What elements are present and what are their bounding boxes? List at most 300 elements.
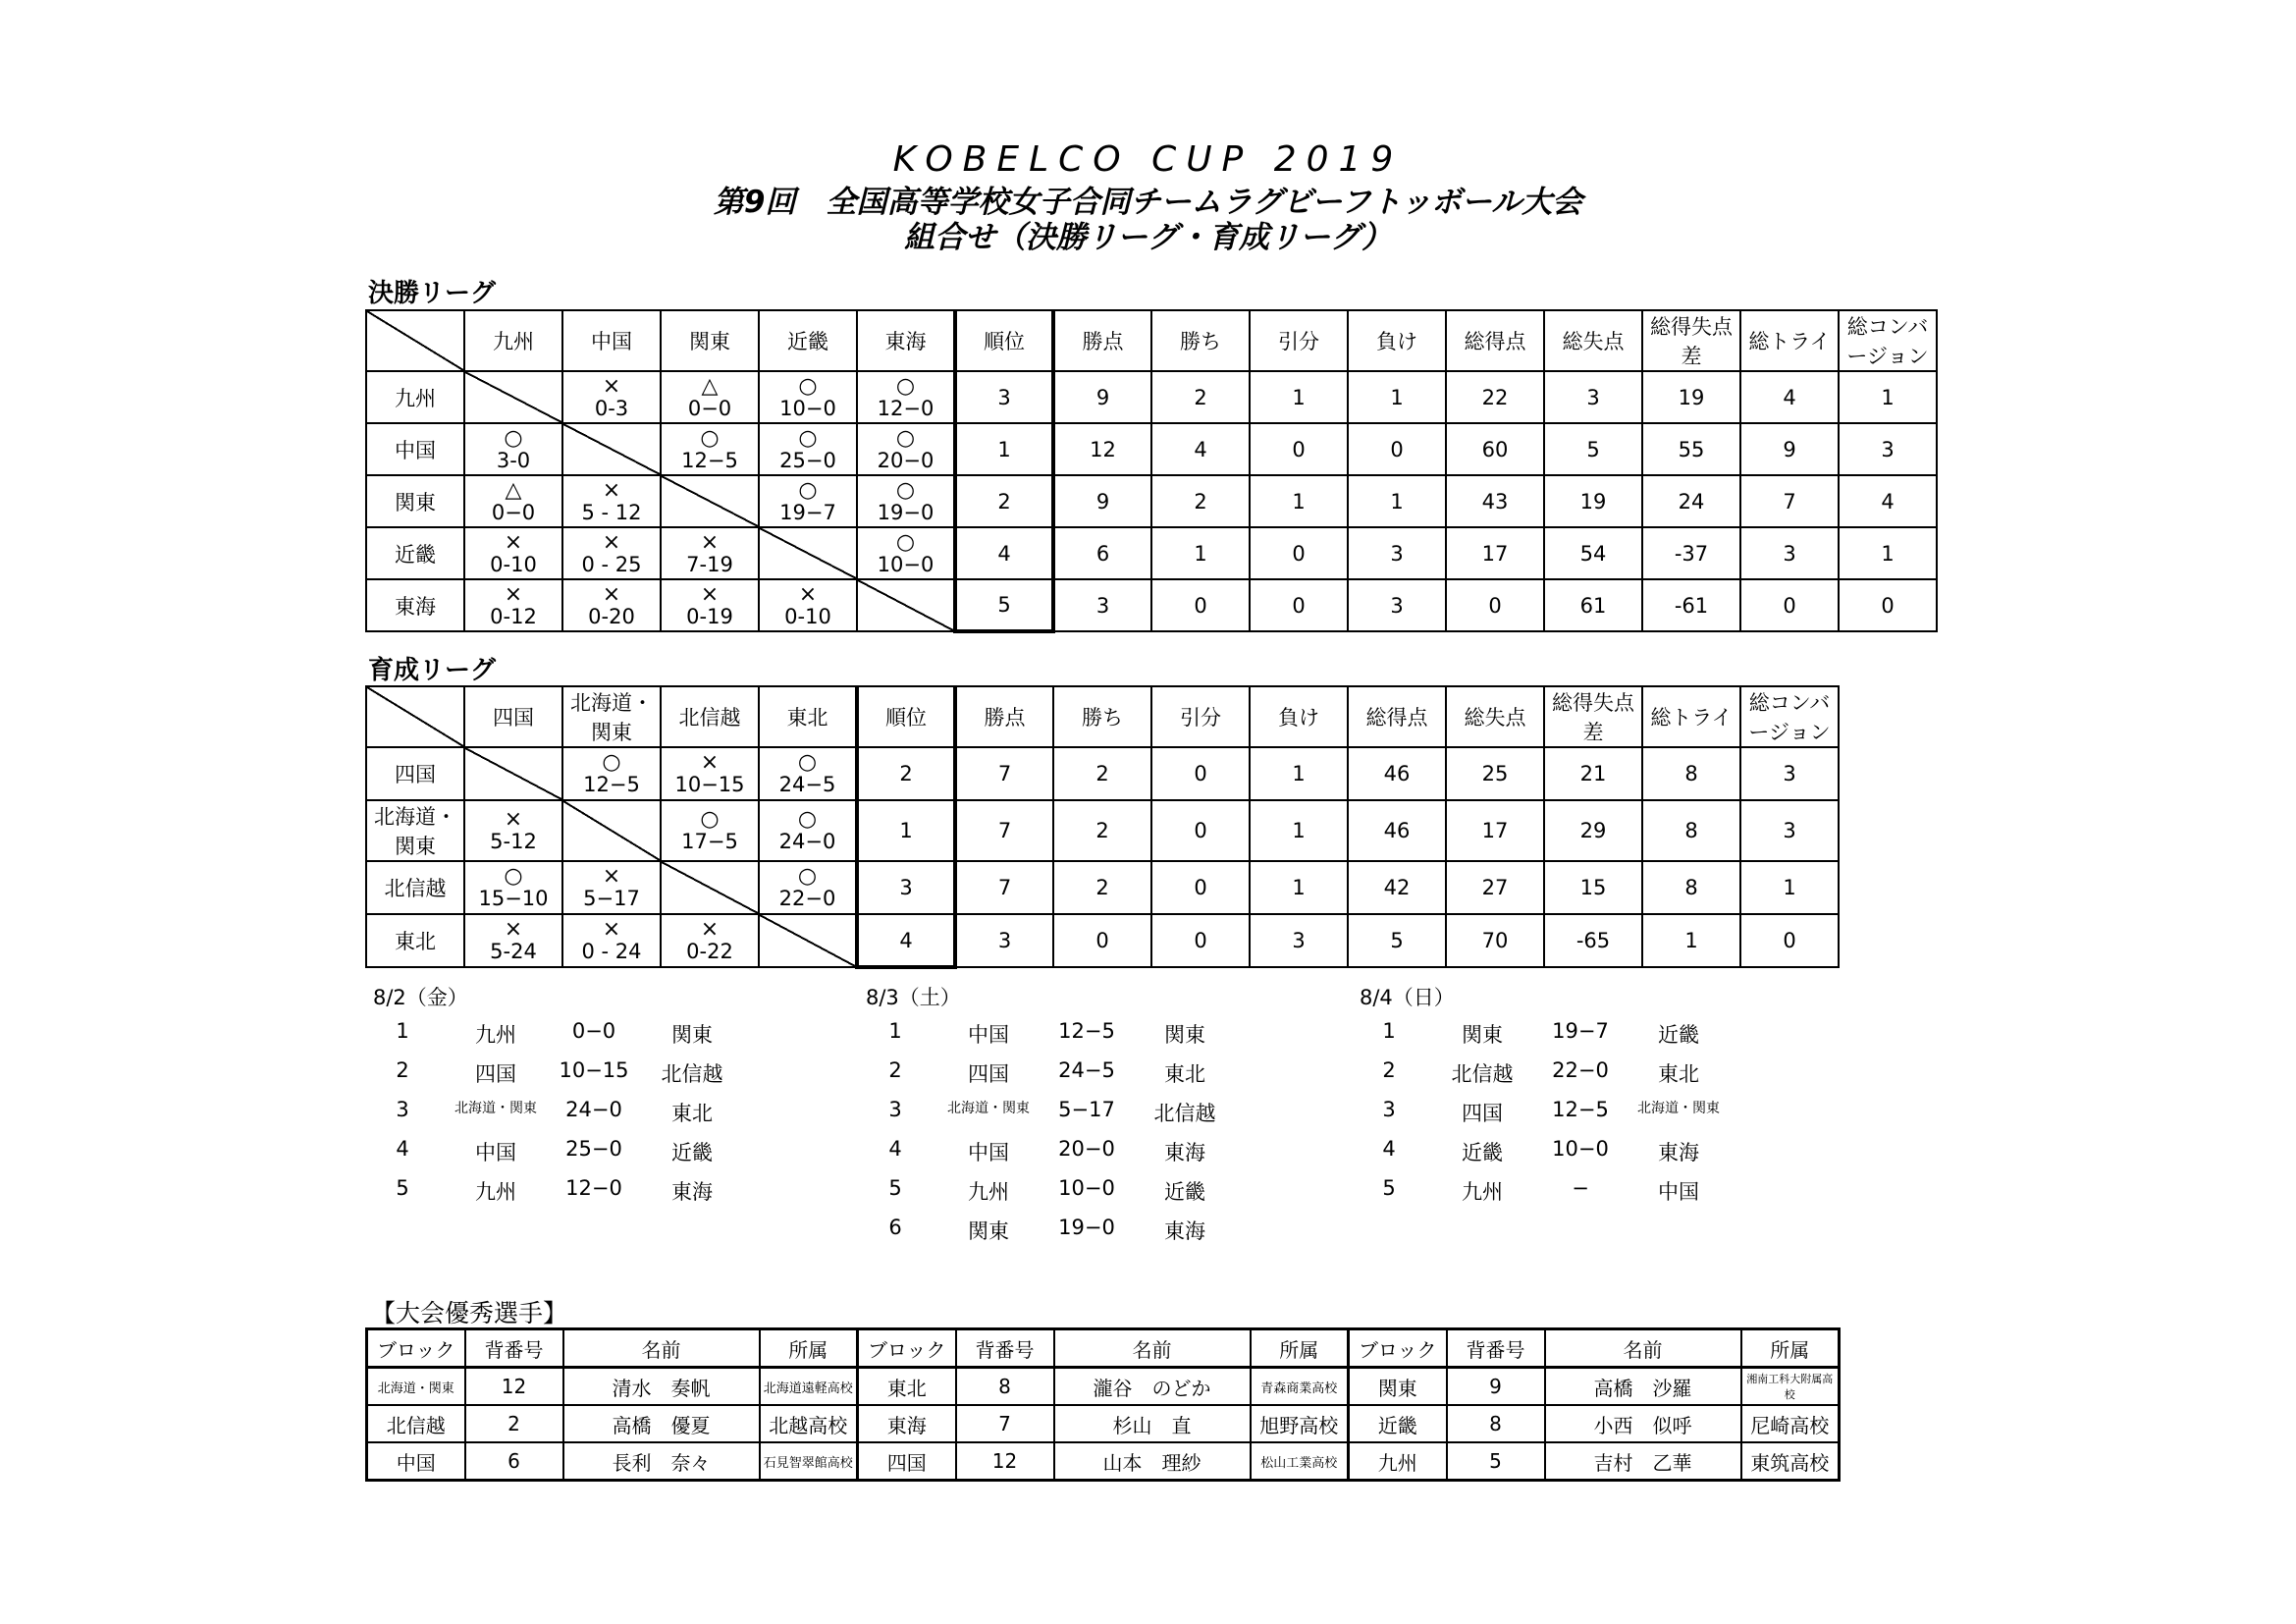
result-mark: × [700, 750, 720, 775]
stat-cell: 3 [1740, 800, 1839, 861]
awards-row [367, 1405, 1840, 1442]
match-row [373, 1019, 766, 1049]
result-mark: ○ [700, 807, 720, 832]
away-team: 北信越 [1153, 1102, 1216, 1125]
match-score: 24−5 [1058, 1058, 1115, 1082]
awards-header: 名前 [1545, 1329, 1741, 1368]
stat-cell: 7 [955, 861, 1053, 914]
match-row [866, 1137, 1258, 1166]
stat-cell: -61 [1642, 579, 1740, 631]
stat-cell: 2 [1053, 861, 1151, 914]
self-match-cell [759, 527, 857, 579]
match-score: 0−0 [571, 1019, 616, 1043]
team-col-header: 九州 [464, 310, 562, 371]
player-num: 6 [465, 1442, 563, 1481]
standings-row [366, 747, 1839, 800]
stat-cell: 3 [1053, 579, 1151, 631]
standings-row [366, 475, 1937, 527]
match-result-cell [759, 475, 857, 527]
stat-cell: 1 [1250, 475, 1348, 527]
stat-cell: 2 [1053, 747, 1151, 800]
stat-col-header: 順位 [857, 686, 955, 747]
result-mark: × [504, 581, 523, 607]
result-score: 25−0 [779, 448, 836, 472]
player-block: 九州 [1349, 1442, 1447, 1481]
stat-col-header: 総得失点差 [1544, 686, 1642, 747]
result-mark: ○ [895, 425, 916, 451]
result-score: 0 - 24 [581, 940, 642, 963]
self-match-cell [464, 371, 562, 423]
match-score: 10−0 [1552, 1137, 1609, 1161]
stat-cell: 3 [1348, 527, 1446, 579]
standings-row [366, 371, 1937, 423]
result-score: 5 - 12 [581, 500, 642, 524]
title-line-1: KOBELCO CUP 2019 [892, 139, 1404, 180]
stat-cell: 42 [1348, 861, 1446, 914]
match-score: 20−0 [1058, 1137, 1115, 1161]
away-team: 北信越 [661, 1062, 723, 1086]
stat-cell: 21 [1544, 747, 1642, 800]
result-score: 24−5 [778, 773, 836, 796]
match-result-cell [759, 800, 857, 861]
match-result-cell [464, 579, 562, 631]
stat-col-header: 総トライ [1740, 310, 1839, 371]
match-result-cell [562, 747, 661, 800]
result-score: 10−0 [877, 552, 934, 576]
stat-cell: 24 [1642, 475, 1740, 527]
stat-cell: 9 [1053, 475, 1151, 527]
player-block: 東海 [858, 1405, 956, 1442]
final-league-label: 決勝リーグ [368, 279, 497, 308]
awards-header: ブロック [1349, 1329, 1447, 1368]
result-score: 0−0 [687, 396, 732, 420]
result-score: 15−10 [478, 887, 549, 910]
team-col-header: 北海道・関東 [562, 686, 661, 747]
away-team: 東海 [1658, 1141, 1699, 1164]
stat-cell: 1 [955, 423, 1053, 475]
stat-cell: 6 [1053, 527, 1151, 579]
stat-cell: 61 [1544, 579, 1642, 631]
result-score: 22−0 [778, 887, 836, 910]
team-row-header: 九州 [366, 371, 464, 423]
stat-cell: 0 [1151, 914, 1250, 967]
stat-cell: 0 [1250, 527, 1348, 579]
away-team: 東海 [671, 1180, 713, 1204]
stat-cell: 3 [1348, 579, 1446, 631]
match-row [866, 1216, 1258, 1245]
match-result-cell [759, 861, 857, 914]
stat-col-header: 総得失点差 [1642, 310, 1740, 371]
player-name: 瀧谷 のどか [1054, 1368, 1251, 1406]
match-number: 2 [1382, 1058, 1396, 1082]
stat-cell: 0 [1151, 747, 1250, 800]
player-name: 長利 奈々 [563, 1442, 760, 1481]
result-score: 24−0 [778, 830, 836, 853]
stat-cell: 3 [1839, 423, 1937, 475]
player-num: 12 [465, 1368, 563, 1406]
result-score: 5−17 [583, 887, 640, 910]
team-col-header: 東海 [857, 310, 955, 371]
stat-col-header: 総コンバージョン [1839, 310, 1937, 371]
stat-cell: 25 [1446, 747, 1544, 800]
away-team: 北海道・関東 [1637, 1101, 1720, 1116]
stat-cell: 17 [1446, 527, 1544, 579]
result-mark: ○ [895, 373, 916, 399]
stat-cell: 3 [857, 861, 955, 914]
match-result-cell [661, 371, 759, 423]
away-team: 近畿 [671, 1141, 713, 1164]
match-number: 3 [1382, 1098, 1396, 1121]
self-match-cell [562, 423, 661, 475]
result-score: 12−5 [681, 448, 738, 472]
match-result-cell [857, 423, 955, 475]
team-row-header: 東北 [366, 914, 464, 967]
result-score: 10−15 [674, 773, 745, 796]
match-result-cell [857, 371, 955, 423]
match-result-cell [857, 527, 955, 579]
away-team: 関東 [1164, 1023, 1205, 1047]
player-school: 湘南工科大附属高校 [1741, 1368, 1840, 1406]
result-score: 10−0 [779, 396, 836, 420]
result-mark: × [504, 807, 523, 832]
standings-row [366, 800, 1839, 861]
stat-col-header: 総得点 [1348, 686, 1446, 747]
match-result-cell [464, 475, 562, 527]
match-result-cell [759, 579, 857, 631]
result-mark: ○ [504, 425, 523, 451]
player-name: 小西 似呼 [1545, 1405, 1741, 1442]
player-name: 杉山 直 [1054, 1405, 1251, 1442]
home-team: 四国 [475, 1062, 516, 1086]
result-score: 0-22 [686, 940, 733, 963]
match-number: 4 [888, 1137, 902, 1161]
away-team: 近畿 [1164, 1180, 1205, 1204]
stat-cell: 1 [1151, 527, 1250, 579]
self-match-cell [759, 914, 857, 967]
match-row [1360, 1176, 1752, 1206]
match-score: 24−0 [565, 1098, 622, 1121]
stat-col-header: 勝ち [1151, 310, 1250, 371]
result-score: 0-10 [784, 604, 831, 628]
stat-cell: 2 [1151, 475, 1250, 527]
stat-cell: 3 [1740, 527, 1839, 579]
player-block: 関東 [1349, 1368, 1447, 1406]
match-number: 4 [1382, 1137, 1396, 1161]
stat-cell: 0 [1250, 423, 1348, 475]
self-match-cell [857, 579, 955, 631]
stat-cell: 3 [955, 371, 1053, 423]
stat-col-header: 順位 [955, 310, 1053, 371]
team-col-header: 近畿 [759, 310, 857, 371]
stat-cell: 1 [1839, 527, 1937, 579]
player-school: 北越高校 [760, 1405, 858, 1442]
awards-header: 名前 [1054, 1329, 1251, 1368]
match-score: 19−7 [1552, 1019, 1609, 1043]
team-row-header: 北海道・関東 [366, 800, 464, 861]
match-result-cell [661, 423, 759, 475]
stat-cell: 1 [1740, 861, 1839, 914]
team-col-header: 中国 [562, 310, 661, 371]
stat-col-header: 勝点 [955, 686, 1053, 747]
stat-cell: -37 [1642, 527, 1740, 579]
stat-col-header: 総コンバージョン [1740, 686, 1839, 747]
result-score: 0-10 [490, 552, 537, 576]
home-team: 九州 [475, 1023, 516, 1047]
stat-cell: 9 [1053, 371, 1151, 423]
home-team: 北信越 [1451, 1062, 1514, 1086]
player-school: 尼崎高校 [1741, 1405, 1840, 1442]
stat-col-header: 総得点 [1446, 310, 1544, 371]
stat-cell: 4 [1151, 423, 1250, 475]
result-mark: × [504, 917, 523, 942]
awards-header: ブロック [858, 1329, 956, 1368]
away-team: 東北 [671, 1102, 713, 1125]
player-block: 北海道・関東 [367, 1368, 465, 1406]
away-team: 関東 [671, 1023, 713, 1047]
home-team: 九州 [475, 1180, 516, 1204]
player-school: 松山工業高校 [1251, 1442, 1349, 1481]
match-number: 1 [396, 1019, 409, 1043]
awards-header: 所属 [760, 1329, 858, 1368]
team-col-header: 東北 [759, 686, 857, 747]
result-mark: ○ [797, 864, 818, 889]
stat-cell: 4 [1740, 371, 1839, 423]
stat-cell: 60 [1446, 423, 1544, 475]
team-col-header: 北信越 [661, 686, 759, 747]
stat-col-header: 勝ち [1053, 686, 1151, 747]
stat-cell: 8 [1642, 747, 1740, 800]
home-team: 四国 [968, 1062, 1009, 1086]
match-number: 3 [888, 1098, 902, 1121]
player-num: 9 [1447, 1368, 1545, 1406]
match-score: 10−15 [559, 1058, 629, 1082]
result-mark: ○ [504, 864, 523, 889]
result-mark: × [602, 917, 621, 942]
stat-cell: 7 [955, 747, 1053, 800]
stat-cell: 0 [1151, 579, 1250, 631]
stat-cell: 3 [1250, 914, 1348, 967]
stat-cell: 3 [1544, 371, 1642, 423]
player-block: 中国 [367, 1442, 465, 1481]
away-team: 近畿 [1658, 1023, 1699, 1047]
match-score: 12−0 [565, 1176, 622, 1200]
player-num: 5 [1447, 1442, 1545, 1481]
player-num: 8 [1447, 1405, 1545, 1442]
player-block: 近畿 [1349, 1405, 1447, 1442]
stat-cell: 9 [1740, 423, 1839, 475]
match-score: 5−17 [1058, 1098, 1115, 1121]
player-school: 青森商業高校 [1251, 1368, 1349, 1406]
match-number: 5 [396, 1176, 409, 1200]
team-col-header: 四国 [464, 686, 562, 747]
schedule-date: 8/2（金） [373, 986, 468, 1009]
away-team: 東海 [1164, 1219, 1205, 1243]
result-score: 20−0 [877, 448, 934, 472]
stat-cell: 5 [955, 579, 1053, 631]
standings-row [366, 861, 1839, 914]
title-line-2: 第9回 全国高等学校女子合同チームラグビーフトッボール大会 [713, 185, 1583, 220]
stat-cell: 46 [1348, 800, 1446, 861]
self-match-cell [661, 475, 759, 527]
match-result-cell [661, 527, 759, 579]
stat-cell: 19 [1544, 475, 1642, 527]
away-team: 東北 [1658, 1062, 1699, 1086]
home-team: 中国 [968, 1023, 1009, 1047]
awards-table [365, 1327, 1841, 1482]
home-team: 北海道・関東 [947, 1101, 1030, 1116]
result-score: 0-20 [588, 604, 635, 628]
match-number: 2 [396, 1058, 409, 1082]
stat-col-header: 引分 [1151, 686, 1250, 747]
stat-cell: -65 [1544, 914, 1642, 967]
corner-cell [366, 310, 464, 371]
result-mark: △ [505, 477, 522, 503]
match-number: 2 [888, 1058, 902, 1082]
team-row-header: 東海 [366, 579, 464, 631]
match-score: 10−0 [1058, 1176, 1115, 1200]
player-name: 高橋 優夏 [563, 1405, 760, 1442]
team-row-header: 四国 [366, 747, 464, 800]
stat-col-header: 負け [1348, 310, 1446, 371]
result-mark: × [504, 529, 523, 555]
match-result-cell [661, 747, 759, 800]
player-name: 吉村 乙華 [1545, 1442, 1741, 1481]
stat-cell: 8 [1642, 800, 1740, 861]
result-mark: ○ [798, 425, 818, 451]
stat-cell: 0 [1740, 914, 1839, 967]
result-score: 12−5 [583, 773, 640, 796]
stat-cell: 55 [1642, 423, 1740, 475]
home-team: 関東 [968, 1219, 1009, 1243]
result-score: 3-0 [496, 448, 531, 472]
stat-cell: 1 [1250, 800, 1348, 861]
awards-header: ブロック [367, 1329, 465, 1368]
match-row [373, 1176, 766, 1206]
away-team: 東北 [1164, 1062, 1205, 1086]
match-result-cell [759, 423, 857, 475]
player-name: 山本 理紗 [1054, 1442, 1251, 1481]
stat-col-header: 総失点 [1446, 686, 1544, 747]
stat-cell: 54 [1544, 527, 1642, 579]
home-team: 中国 [968, 1141, 1009, 1164]
awards-label: 【大会優秀選手】 [371, 1299, 568, 1327]
match-result-cell [562, 475, 661, 527]
result-score: 0-3 [594, 396, 629, 420]
title-line-3: 組合せ（決勝リーグ・育成リーグ） [904, 220, 1392, 255]
stat-col-header: 総トライ [1642, 686, 1740, 747]
stat-cell: 1 [1348, 475, 1446, 527]
stat-cell: 0 [1151, 800, 1250, 861]
stat-cell: 2 [1151, 371, 1250, 423]
match-score: 19−0 [1058, 1216, 1115, 1239]
stat-cell: 5 [1348, 914, 1446, 967]
standings-row [366, 423, 1937, 475]
result-score: 0-12 [490, 604, 537, 628]
dev-league-table [365, 685, 1840, 969]
result-mark: ○ [798, 477, 818, 503]
player-block: 東北 [858, 1368, 956, 1406]
match-result-cell [661, 579, 759, 631]
match-result-cell [562, 371, 661, 423]
match-row [373, 1137, 766, 1166]
match-result-cell [857, 475, 955, 527]
result-mark: △ [701, 373, 719, 399]
stat-cell: 70 [1446, 914, 1544, 967]
stat-cell: 2 [1053, 800, 1151, 861]
stat-cell: 3 [1740, 747, 1839, 800]
awards-header: 所属 [1741, 1329, 1840, 1368]
stat-cell: 4 [955, 527, 1053, 579]
result-mark: ○ [895, 529, 916, 555]
match-row [866, 1176, 1258, 1206]
awards-header: 名前 [563, 1329, 760, 1368]
player-school: 石見智翠館高校 [760, 1442, 858, 1481]
stat-cell: 4 [1839, 475, 1937, 527]
result-score: 5-12 [490, 830, 537, 853]
team-col-header: 関東 [661, 310, 759, 371]
stat-col-header: 負け [1250, 686, 1348, 747]
team-row-header: 関東 [366, 475, 464, 527]
stat-cell: 0 [1446, 579, 1544, 631]
stat-cell: 27 [1446, 861, 1544, 914]
stat-cell: 19 [1642, 371, 1740, 423]
stat-cell: 43 [1446, 475, 1544, 527]
stat-col-header: 引分 [1250, 310, 1348, 371]
player-block: 北信越 [367, 1405, 465, 1442]
awards-row [367, 1442, 1840, 1481]
stat-cell: 46 [1348, 747, 1446, 800]
stat-cell: 8 [1642, 861, 1740, 914]
stat-cell: 7 [955, 800, 1053, 861]
awards-header: 背番号 [956, 1329, 1054, 1368]
stat-cell: 12 [1053, 423, 1151, 475]
stat-cell: 0 [1151, 861, 1250, 914]
match-result-cell [661, 914, 759, 967]
player-school: 北海道遠軽高校 [760, 1368, 858, 1406]
match-number: 4 [396, 1137, 409, 1161]
team-row-header: 近畿 [366, 527, 464, 579]
home-team: 北海道・関東 [454, 1101, 537, 1116]
match-result-cell [562, 527, 661, 579]
result-mark: × [602, 864, 621, 889]
player-name: 高橋 沙羅 [1545, 1368, 1741, 1406]
result-mark: × [798, 581, 818, 607]
stat-cell: 2 [955, 475, 1053, 527]
self-match-cell [464, 747, 562, 800]
result-score: 7-19 [686, 552, 733, 576]
player-num: 12 [956, 1442, 1054, 1481]
result-mark: × [700, 581, 720, 607]
result-score: 0-19 [686, 604, 733, 628]
match-result-cell [464, 800, 562, 861]
self-match-cell [661, 861, 759, 914]
self-match-cell [562, 800, 661, 861]
home-team: 九州 [1462, 1180, 1503, 1204]
player-num: 7 [956, 1405, 1054, 1442]
match-row [1360, 1058, 1752, 1088]
match-result-cell [562, 579, 661, 631]
match-result-cell [562, 914, 661, 967]
match-score: − [1572, 1176, 1589, 1200]
match-row [373, 1098, 766, 1127]
result-mark: × [602, 373, 621, 399]
schedule-date: 8/4（日） [1360, 986, 1455, 1009]
match-score: 25−0 [565, 1137, 622, 1161]
match-result-cell [562, 861, 661, 914]
standings-row [366, 914, 1839, 967]
result-score: 0−0 [491, 500, 536, 524]
awards-header: 所属 [1251, 1329, 1349, 1368]
